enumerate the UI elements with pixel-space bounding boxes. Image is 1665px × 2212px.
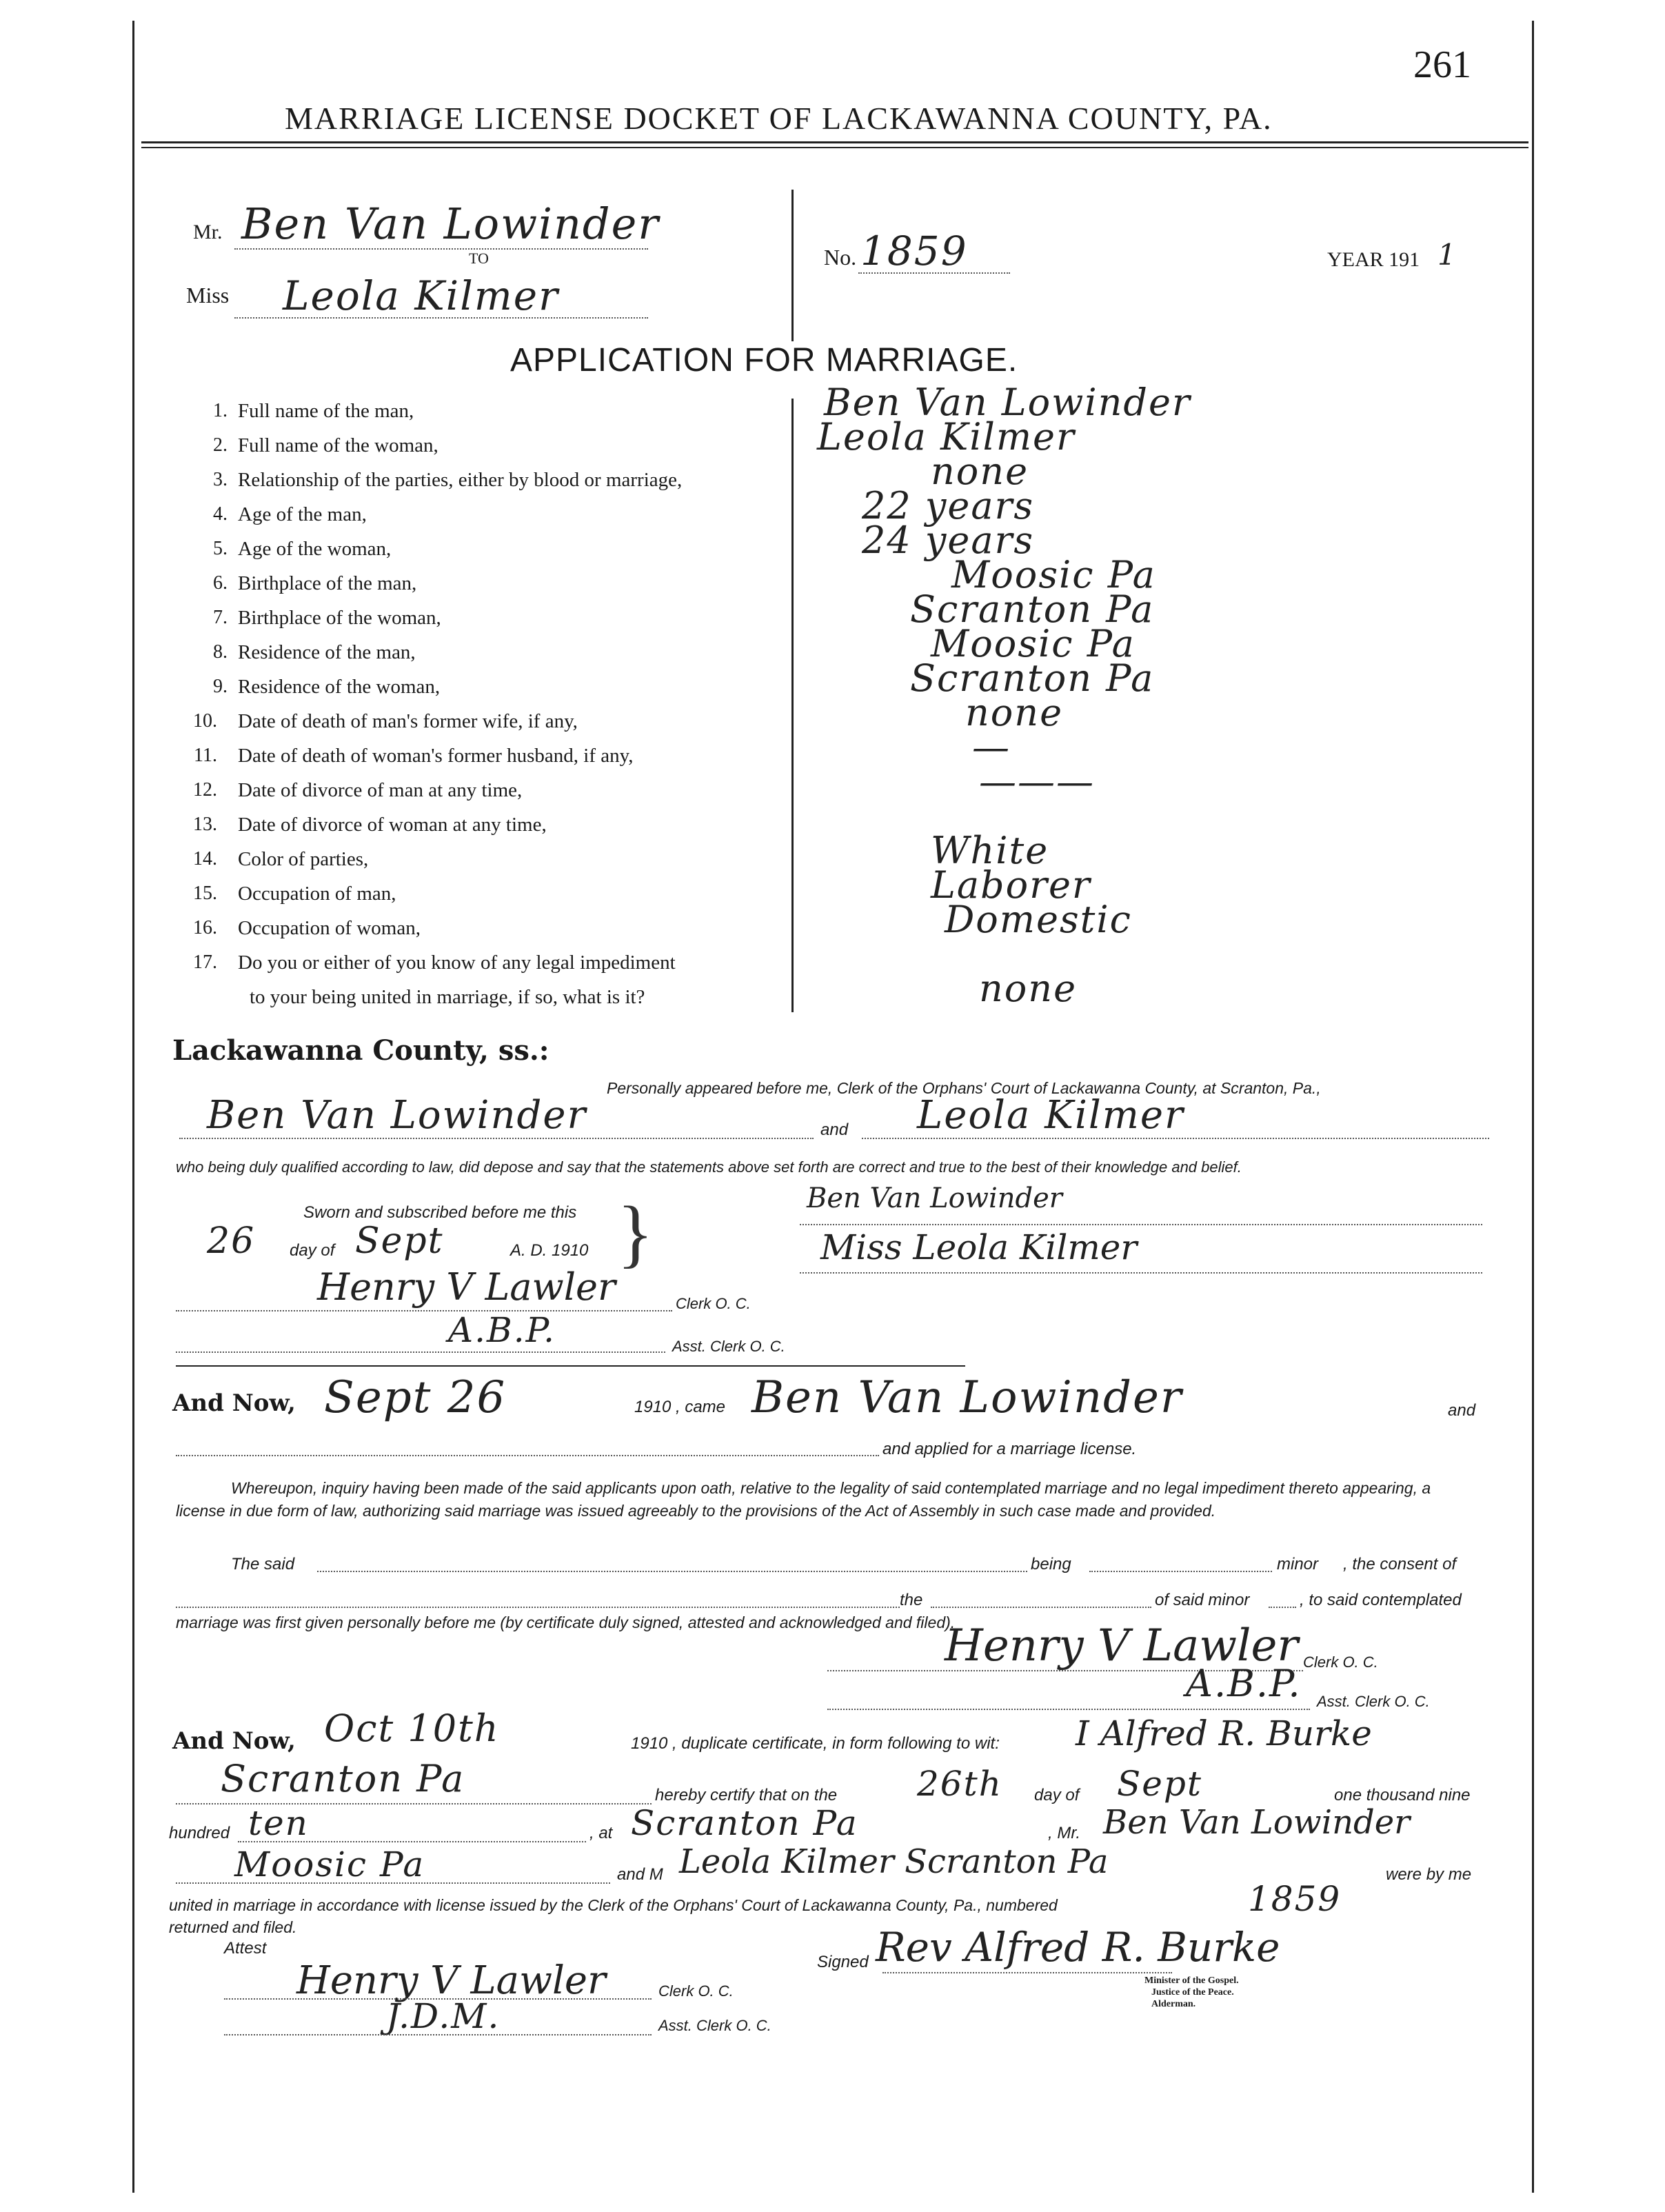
question-label: Date of divorce of woman at any time, (238, 814, 547, 836)
asst-line-1 (176, 1351, 665, 1353)
cert-one-thousand: one thousand nine (1334, 1786, 1471, 1804)
cert-returned: returned and filed. (169, 1918, 297, 1936)
cert-hundred-line (238, 1841, 586, 1842)
cert-were-by-me: were by me (1386, 1865, 1472, 1884)
cert-year-word: ten (248, 1803, 309, 1843)
question-label: Date of death of man's former wife, if any, (238, 710, 578, 732)
license-the: the (900, 1591, 923, 1609)
question-label: Full name of the man, (238, 400, 414, 422)
cert-mr: , Mr. (1048, 1824, 1081, 1842)
cert-numbered: 1859 (1248, 1879, 1342, 1919)
question-answer: Moosic Pa (931, 622, 1136, 665)
question-answer: Domestic (945, 898, 1132, 941)
cert-signed: Signed (817, 1953, 869, 1971)
license-year: 1910 (634, 1398, 672, 1416)
license-applied: and applied for a marriage license. (882, 1440, 1137, 1458)
question-answer: Scranton Pa (910, 587, 1155, 631)
cert-asst-label: Asst. Clerk O. C. (658, 2017, 771, 2034)
year-label: YEAR 191 (1327, 248, 1420, 271)
license-the-said: The said (231, 1555, 295, 1573)
affidavit-asst-sig: A.B.P. (448, 1310, 556, 1350)
question-number: 12. (193, 779, 217, 801)
mr-label: Mr. (193, 221, 223, 243)
affidavit-rule (176, 1365, 965, 1367)
question-answer: — (972, 725, 1011, 769)
appeared-text: Personally appeared before me, Clerk of the Orphans' Court of Lackawanna County, at Scranton, Pa., (607, 1079, 1321, 1097)
cert-groom-line (176, 1882, 610, 1884)
question-label: Residence of the man, (238, 641, 416, 663)
left-border (132, 21, 134, 2193)
affidavit-woman-line (862, 1138, 1489, 1139)
cert-alderman: Alderman. (1151, 1999, 1196, 2009)
question-answer: Ben Van Lowinder (824, 381, 1191, 424)
question-number: 8. (213, 641, 228, 663)
cert-justice: Justice of the Peace. (1151, 1987, 1234, 1998)
sig-man-line (800, 1224, 1482, 1225)
affidavit-and: and (820, 1120, 849, 1139)
cert-asst-line (224, 2034, 652, 2035)
affidavit-sig-man: Ben Van Lowinder (807, 1183, 1062, 1214)
docket-title: MARRIAGE LICENSE DOCKET OF LACKAWANNA COUNTY, PA. (285, 101, 1273, 136)
cert-signature: Rev Alfred R. Burke (876, 1924, 1280, 1971)
question-answer: ——— (979, 760, 1095, 803)
said-line (317, 1571, 1027, 1572)
question-label: Occupation of woman, (238, 917, 421, 939)
cert-month: Sept (1117, 1764, 1202, 1804)
cert-minister: Minister of the Gospel. (1144, 1975, 1239, 1986)
question-number: 16. (193, 917, 217, 938)
license-date: Sept 26 (324, 1372, 507, 1423)
cert-attest: Attest (224, 1939, 267, 1958)
right-border (1532, 21, 1534, 2193)
cert-at: , at (589, 1824, 613, 1842)
cert-united: united in marriage in accordance with license issued by the Clerk of the Orphans' Court of Lackawanna County, Pa., numbered (169, 1896, 1058, 1914)
license-clerk-sig: Henry V Lawler (945, 1620, 1298, 1671)
clerk-line-1 (176, 1310, 672, 1311)
questions-bracket (791, 399, 794, 1012)
sworn-text: Sworn and subscribed before me this (303, 1203, 577, 1222)
affidavit-sig-woman: Miss Leola Kilmer (820, 1227, 1138, 1267)
cert-place-line (176, 1803, 652, 1804)
question-answer: none (965, 691, 1064, 734)
cert-date: Oct 10th (324, 1707, 500, 1750)
cert-hereby: hereby certify that on the (655, 1786, 838, 1804)
county-heading: Lackawanna County, ss.: (172, 1034, 549, 1067)
license-applicant-line2 (176, 1455, 879, 1456)
question-number: 13. (193, 814, 217, 835)
cert-day-of: day of (1034, 1786, 1080, 1804)
being-line (1089, 1571, 1272, 1572)
no-line (858, 272, 1010, 274)
the-line (176, 1607, 900, 1608)
question-answer: 22 years (862, 484, 1035, 527)
cert-place: Scranton Pa (221, 1757, 465, 1800)
question-number: 14. (193, 848, 217, 869)
cert-day: 26th (917, 1764, 1002, 1804)
question-label: Occupation of man, (238, 883, 396, 905)
question-number: 5. (213, 538, 228, 559)
question-answer: none (931, 450, 1029, 493)
cert-clerk-label: Clerk O. C. (658, 1982, 734, 2000)
man-name-header: Ben Van Lowinder (241, 199, 660, 249)
sig-woman-line (800, 1272, 1482, 1274)
header-rule-1 (141, 141, 1528, 143)
question-label: to your being united in marriage, if so, what is it? (250, 986, 645, 1008)
cert-clerk-sig: Henry V Lawler (296, 1958, 606, 2003)
affidavit-man: Ben Van Lowinder (207, 1093, 587, 1138)
question-answer: none (979, 967, 1078, 1010)
question-label: Residence of the woman, (238, 676, 441, 698)
question-number: 11. (194, 745, 217, 766)
sworn-day-of: day of (290, 1241, 335, 1260)
cert-and-m: and M (617, 1865, 663, 1884)
sworn-month: Sept (355, 1220, 444, 1262)
cert-and-now: And Now, (172, 1727, 296, 1755)
cert-hundred: hundred (169, 1824, 230, 1842)
question-number: 3. (213, 469, 228, 490)
question-label: Relationship of the parties, either by blood or marriage, (238, 469, 683, 491)
cert-officiant: I Alfred R. Burke (1076, 1713, 1372, 1753)
page-number: 261 (1413, 43, 1471, 86)
question-answer: Moosic Pa (951, 553, 1156, 596)
question-label: Birthplace of the woman, (238, 607, 441, 629)
miss-label: Miss (186, 283, 230, 308)
license-and-now: And Now, (172, 1389, 296, 1417)
cert-groom-place: Moosic Pa (234, 1844, 425, 1884)
question-label: Date of death of woman's former husband, if any, (238, 745, 634, 767)
question-label: Age of the woman, (238, 538, 392, 560)
affidavit-man-line (179, 1138, 814, 1139)
cert-asst-sig: J.D.M. (386, 1996, 501, 2036)
license-minor: minor (1277, 1555, 1319, 1573)
woman-name-header: Leola Kilmer (283, 272, 559, 319)
affidavit-asst-label: Asst. Clerk O. C. (672, 1338, 785, 1355)
license-of-minor: of said minor (1155, 1591, 1250, 1609)
license-applicant: Ben Van Lowinder (751, 1372, 1183, 1423)
sworn-ad: A. D. 1910 (510, 1241, 589, 1260)
cert-dup-text: , duplicate certificate, in form following to wit: (672, 1734, 1000, 1753)
miss-line (234, 317, 648, 319)
cert-marriage-place: Scranton Pa (631, 1803, 858, 1843)
question-number: 1. (213, 400, 228, 421)
question-number: 4. (213, 503, 228, 525)
question-number: 10. (193, 710, 217, 732)
license-being: being (1031, 1555, 1071, 1573)
affidavit-clerk-label: Clerk O. C. (676, 1295, 751, 1312)
license-came: , came (676, 1398, 726, 1416)
deposed-text: who being duly qualified according to law, did depose and say that the statements above set forth are correct and true to the best of their knowledge and belief. (176, 1158, 1242, 1176)
cert-sig-line (882, 1972, 1172, 1973)
sworn-day: 26 (207, 1220, 256, 1262)
question-number: 7. (213, 607, 228, 628)
header-bracket (791, 190, 794, 341)
cert-groom: Ben Van Lowinder (1103, 1803, 1411, 1842)
question-answer: Leola Kilmer (817, 415, 1076, 459)
of-minor-line (931, 1607, 1151, 1608)
license-marriage-given: marriage was first given personally before me (by certificate duly signed, attested and acknowledged and filed). (176, 1613, 956, 1631)
question-label: Do you or either of you know of any legal impediment (238, 952, 676, 974)
question-label: Color of parties, (238, 848, 369, 870)
license-to-said: , to said contemplated (1300, 1591, 1462, 1609)
no-label: No. (824, 245, 857, 270)
sworn-brace: } (617, 1191, 654, 1275)
question-label: Birthplace of the man, (238, 572, 417, 594)
mr-line (234, 248, 648, 250)
cert-year: 1910 (631, 1734, 668, 1753)
license-no-header: 1859 (860, 228, 968, 274)
license-whereupon: Whereupon, inquiry having been made of the said applicants upon oath, relative to the legality of said contemplated marriage and no legal impediment thereto appearing, a license in due form of law, authorizing said marriage was issued agreeably to the provisions of the Act of Assembly in such case made and provided. (176, 1479, 1431, 1520)
affidavit-clerk-sig: Henry V Lawler (317, 1265, 616, 1309)
question-number: 9. (213, 676, 228, 697)
question-label: Full name of the woman, (238, 434, 438, 456)
license-and: and (1448, 1401, 1476, 1420)
of-minor-line2 (1269, 1607, 1296, 1608)
year-suffix: 1 (1437, 238, 1457, 272)
question-number: 2. (213, 434, 228, 456)
cert-bride: Leola Kilmer Scranton Pa (679, 1842, 1109, 1881)
license-consent: , the consent of (1343, 1555, 1457, 1573)
to-label: TO (469, 250, 489, 267)
question-label: Date of divorce of man at any time, (238, 779, 523, 801)
question-number: 17. (193, 952, 217, 973)
question-answer: White (931, 829, 1049, 872)
license-asst-label: Asst. Clerk O. C. (1317, 1693, 1430, 1710)
question-number: 6. (213, 572, 228, 594)
question-label: Age of the man, (238, 503, 367, 525)
license-clerk-label: Clerk O. C. (1303, 1653, 1378, 1671)
affidavit-woman: Leola Kilmer (917, 1093, 1184, 1138)
license-asst-line (827, 1709, 1310, 1710)
application-title: APPLICATION FOR MARRIAGE. (510, 342, 1018, 379)
header-rule-2 (141, 147, 1528, 148)
license-asst-sig: A.B.P. (1186, 1662, 1302, 1705)
question-answer: 24 years (862, 519, 1035, 562)
question-answer: Scranton Pa (910, 656, 1155, 700)
question-number: 15. (193, 883, 217, 904)
question-answer: Laborer (931, 863, 1091, 907)
